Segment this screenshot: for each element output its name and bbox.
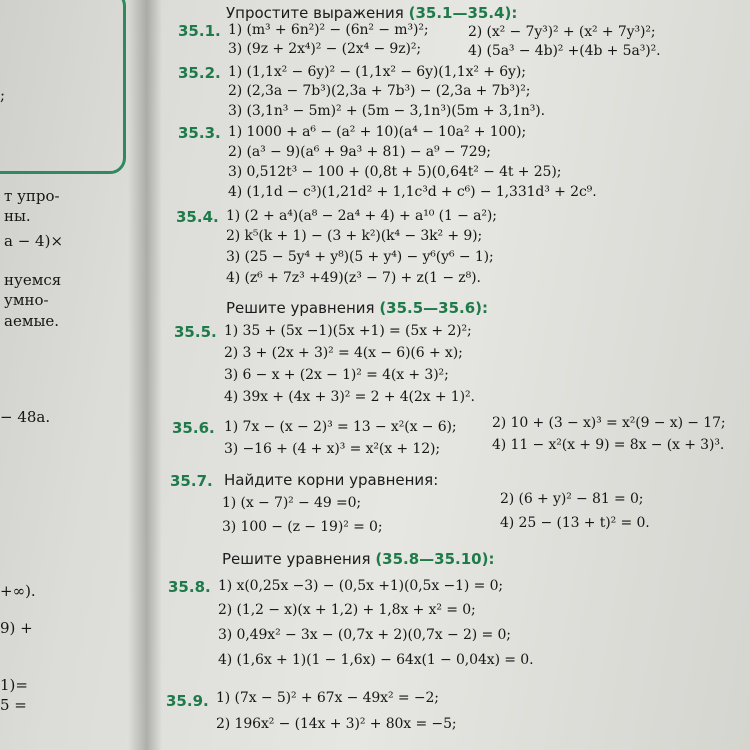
exercise-line: 1) (7x − 5)² + 67x − 49x² = −2; bbox=[216, 690, 439, 706]
exercise-line: 2) k⁵(k + 1) − (3 + k²)(k⁴ − 3k² + 9); bbox=[226, 228, 483, 244]
exercise-heading: Найдите корни уравнения: bbox=[224, 471, 439, 489]
left-fragment: ны. bbox=[4, 207, 31, 225]
exercise-number: 35.8. bbox=[168, 578, 211, 596]
exercise-line: 3) 6 − x + (2x − 1)² = 4(x + 3)²; bbox=[224, 367, 449, 383]
exercise-line: 1) 35 + (5x −1)(5x +1) = (5x + 2)²; bbox=[224, 323, 472, 339]
section-heading: Решите уравнения (35.8—35.10): bbox=[222, 550, 495, 568]
exercise-line: 3) 0,49x² − 3x − (0,7x + 2)(0,7x − 2) = 0; bbox=[218, 627, 511, 643]
exercise-line: 2) (6 + y)² − 81 = 0; bbox=[500, 491, 644, 507]
left-fragment: 1)= bbox=[0, 676, 28, 694]
exercise-number: 35.2. bbox=[178, 64, 221, 82]
left-fragment: нуемся bbox=[4, 271, 62, 289]
exercise-line: 3) (9z + 2x⁴)² − (2x⁴ − 9z)²; bbox=[228, 41, 421, 57]
left-fragment: умно- bbox=[4, 291, 49, 309]
exercise-line: 1) (m³ + 6n²)² − (6n² − m³)²; bbox=[228, 22, 429, 38]
exercise-line: 1) (x − 7)² − 49 =0; bbox=[222, 495, 362, 511]
exercise-line: 4) 11 − x²(x + 9) = 8x − (x + 3)³. bbox=[492, 437, 725, 453]
exercise-line: 4) (1,1d − c³)(1,21d² + 1,1c³d + c⁶) − 1,331d³ + 2c⁹. bbox=[228, 184, 597, 200]
exercise-number: 35.9. bbox=[166, 692, 209, 710]
left-fragment: 5 = bbox=[0, 696, 27, 714]
exercise-number: 35.4. bbox=[176, 208, 219, 226]
green-frame-box bbox=[0, 0, 126, 174]
exercise-line: 3) 0,512t³ − 100 + (0,8t + 5)(0,64t² − 4t + 25); bbox=[228, 164, 562, 180]
exercise-line: 2) 3 + (2x + 3)² = 4(x − 6)(6 + x); bbox=[224, 345, 463, 361]
exercise-line: 1) (1,1x² − 6y)² − (1,1x² − 6y)(1,1x² + 6y); bbox=[228, 64, 526, 80]
exercise-line: 3) −16 + (4 + x)³ = x²(x + 12); bbox=[224, 441, 440, 457]
exercise-line: 1) (2 + a⁴)(a⁸ − 2a⁴ + 4) + a¹⁰ (1 − a²); bbox=[226, 208, 497, 224]
left-fragment: a − 4)× bbox=[4, 232, 64, 250]
left-fragment: т упро- bbox=[4, 187, 60, 205]
left-fragment: ; bbox=[0, 86, 6, 104]
exercise-line: 2) 196x² − (14x + 3)² + 80x = −5; bbox=[216, 716, 457, 732]
exercise-line: 4) 25 − (13 + t)² = 0. bbox=[500, 515, 650, 531]
exercise-line: 2) (a³ − 9)(a⁶ + 9a³ + 81) − a⁹ − 729; bbox=[228, 144, 491, 160]
exercise-line: 2) (1,2 − x)(x + 1,2) + 1,8x + x² = 0; bbox=[218, 602, 476, 618]
exercise-line: 3) (25 − 5y⁴ + y⁸)(5 + y⁴) − y⁶(y⁶ − 1); bbox=[226, 249, 494, 265]
exercise-line: 1) 7x − (x − 2)³ = 13 − x²(x − 6); bbox=[224, 419, 457, 435]
exercise-line: 3) 100 − (z − 19)² = 0; bbox=[222, 519, 383, 535]
left-fragment: 9) + bbox=[0, 619, 33, 637]
exercise-line: 4) (z⁶ + 7z³ +49)(z³ − 7) + z(1 − z⁸). bbox=[226, 270, 481, 286]
section-heading: Упростите выражения (35.1—35.4): bbox=[226, 4, 518, 22]
exercise-line: 3) (3,1n³ − 5m)² + (5m − 3,1n³)(5m + 3,1n³). bbox=[228, 103, 546, 119]
exercise-line: 4) (1,6x + 1)(1 − 1,6x) − 64x(1 − 0,04x) = 0. bbox=[218, 652, 534, 668]
exercise-line: 1) x(0,25x −3) − (0,5x +1)(0,5x −1) = 0; bbox=[218, 578, 504, 594]
exercise-number: 35.1. bbox=[178, 22, 221, 40]
left-fragment: − 48a. bbox=[0, 408, 51, 426]
exercise-number: 35.3. bbox=[178, 124, 221, 142]
section-heading: Решите уравнения (35.5—35.6): bbox=[226, 299, 489, 317]
exercise-number: 35.5. bbox=[174, 323, 217, 341]
exercise-line: 1) 1000 + a⁶ − (a² + 10)(a⁴ − 10a² + 100); bbox=[228, 124, 527, 140]
exercise-line: 2) (2,3a − 7b³)(2,3a + 7b³) − (2,3a + 7b³)²; bbox=[228, 83, 531, 99]
exercise-line: 2) 10 + (3 − x)³ = x²(9 − x) − 17; bbox=[492, 415, 726, 431]
exercise-line: 4) (5a³ − 4b)² +(4b + 5a³)². bbox=[468, 43, 661, 59]
exercise-number: 35.7. bbox=[170, 472, 213, 490]
exercise-number: 35.6. bbox=[172, 419, 215, 437]
exercise-line: 4) 39x + (4x + 3)² = 2 + 4(2x + 1)². bbox=[224, 389, 475, 405]
left-fragment: +∞). bbox=[0, 582, 36, 600]
left-fragment: аемые. bbox=[4, 312, 60, 330]
exercise-line: 2) (x² − 7y³)² + (x² + 7y³)²; bbox=[468, 24, 656, 40]
book-spine-shadow bbox=[128, 0, 162, 750]
